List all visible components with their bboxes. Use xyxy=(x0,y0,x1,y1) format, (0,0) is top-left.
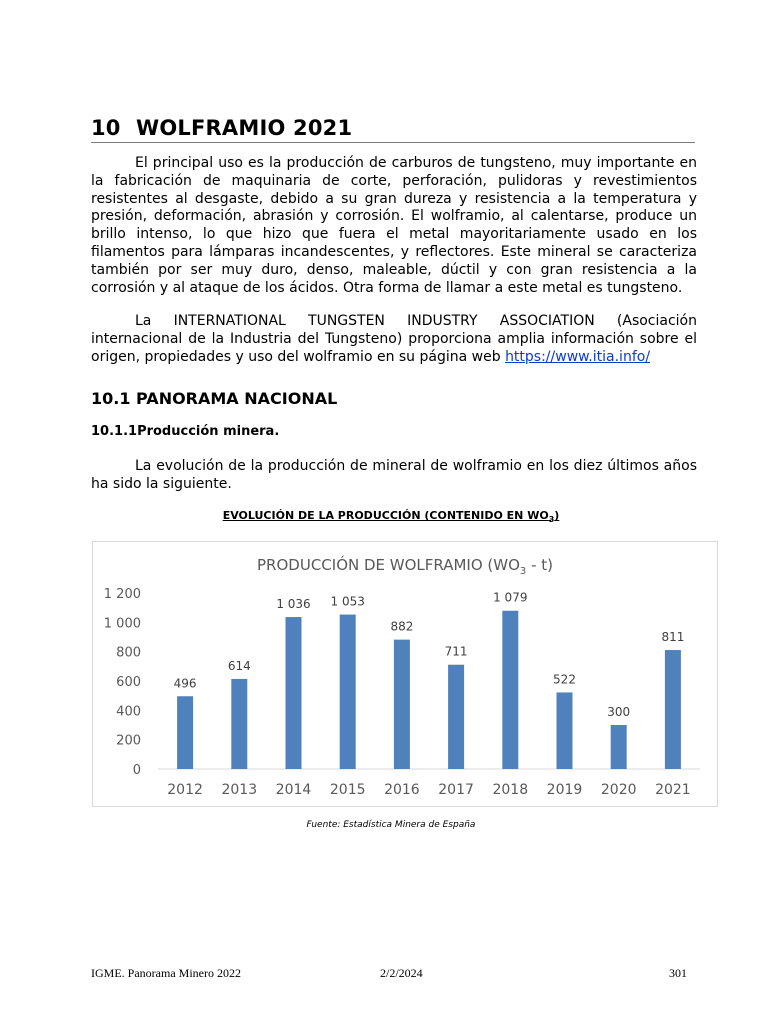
data-label-2014: 1 036 xyxy=(276,597,311,612)
y-tick-label: 800 xyxy=(116,645,141,661)
x-tick-label-2017: 2017 xyxy=(438,782,474,798)
x-tick-label-2012: 2012 xyxy=(167,782,203,798)
chapter-title: WOLFRAMIO 2021 xyxy=(136,116,353,140)
evolution-paragraph-text: La evolución de la producción de mineral de wolframio en los diez últimos años ha sido la siguiente. xyxy=(91,458,697,492)
intro-paragraph-1-text: El principal uso es la producción de carburos de tungsteno, muy importante en la fabricación de maquinaria de corte, perforación, pulidoras y revestimientos resistentes al desgaste, debido a su gran dureza y resistencia a la temperatura y presión, deformación, abrasión y corrosión. El wolframio, al calentarse, produce un brillo intenso, lo que hizo que fuera el metal mayoritariamente usado en los filamentos para lámparas incandescentes, y reflectores. Este mineral se caracteriza también por ser muy duro, denso, maleable, dúctil y con gran resistencia a la corrosión y al ataque de los ácidos. Otra forma de llamar a este metal es tungsteno. xyxy=(91,155,697,296)
data-label-2019: 522 xyxy=(553,672,576,687)
intro-paragraph-2-text: La INTERNATIONAL TUNGSTEN INDUSTRY ASSOCIATION (Asociación internacional de la Industria del Tungsteno) proporciona amplia información sobre el origen, propiedades y uso del wolframio en su página web xyxy=(91,313,697,365)
bar-2013 xyxy=(231,679,247,769)
data-label-2021: 811 xyxy=(661,630,685,645)
intro-paragraph-1 xyxy=(91,155,697,297)
itia-link[interactable]: https://www.itia.info/ xyxy=(505,348,651,365)
chapter-heading xyxy=(91,116,695,143)
x-tick-label-2018: 2018 xyxy=(492,782,529,798)
subsection-title: Producción minera. xyxy=(137,424,280,439)
x-tick-label-2015: 2015 xyxy=(329,782,366,798)
subsection-number: 10.1.1 xyxy=(91,424,138,439)
data-label-2016: 882 xyxy=(390,619,414,634)
y-tick-label: 1 000 xyxy=(103,616,141,632)
figure-caption-close: ) xyxy=(554,509,560,522)
footer-page-number: 301 xyxy=(669,966,687,980)
data-label-2018: 1 079 xyxy=(493,590,528,605)
section-heading: 10.1 PANORAMA NACIONAL xyxy=(91,389,338,408)
y-tick-label: 400 xyxy=(116,704,141,720)
intro-paragraph-2 xyxy=(91,313,697,366)
production-chart xyxy=(92,541,718,807)
x-tick-label-2013: 2013 xyxy=(221,782,258,798)
bar-2016 xyxy=(394,640,410,769)
bar-2018 xyxy=(502,611,518,769)
bar-2019 xyxy=(557,692,573,769)
x-tick-label-2019: 2019 xyxy=(546,782,583,798)
x-tick-label-2020: 2020 xyxy=(600,782,637,798)
y-tick-label: 600 xyxy=(116,675,141,690)
bar-2012 xyxy=(177,696,193,769)
bar-2021 xyxy=(665,650,681,769)
data-label-2013: 614 xyxy=(227,658,251,673)
bar-2020 xyxy=(611,725,627,769)
figure-caption xyxy=(0,509,768,524)
subsection-heading xyxy=(91,424,279,439)
y-tick-label: 200 xyxy=(116,733,141,749)
chapter-number: 10 xyxy=(91,116,121,140)
chart-title: PRODUCCIÓN DE WOLFRAMIO $(WO_3 - t)$ xyxy=(257,556,553,577)
data-label-2012: 496 xyxy=(173,676,197,691)
bar-2015 xyxy=(340,615,356,769)
bar-2017 xyxy=(448,665,464,769)
footer-date: 2/2/2024 xyxy=(380,966,423,980)
x-tick-label-2021: 2021 xyxy=(655,782,691,798)
footer-publication: IGME. Panorama Minero 2022 xyxy=(91,966,241,980)
x-tick-label-2014: 2014 xyxy=(275,782,312,798)
data-label-2015: 1 053 xyxy=(330,594,365,609)
figure-source: Fuente: Estadística Minera de España xyxy=(306,820,476,830)
evolution-paragraph xyxy=(91,458,697,494)
chart-canvas xyxy=(93,542,717,806)
y-tick-label: 0 xyxy=(132,763,141,778)
figure-caption-subscript: 3 xyxy=(548,515,555,525)
x-tick-label-2016: 2016 xyxy=(384,782,420,798)
data-label-2017: 711 xyxy=(444,644,468,659)
bar-2014 xyxy=(286,617,302,769)
figure-caption-text: EVOLUCIÓN DE LA PRODUCCIÓN (CONTENIDO EN WO xyxy=(222,509,549,522)
y-tick-label: 1 200 xyxy=(103,587,141,602)
data-label-2020: 300 xyxy=(607,705,631,719)
